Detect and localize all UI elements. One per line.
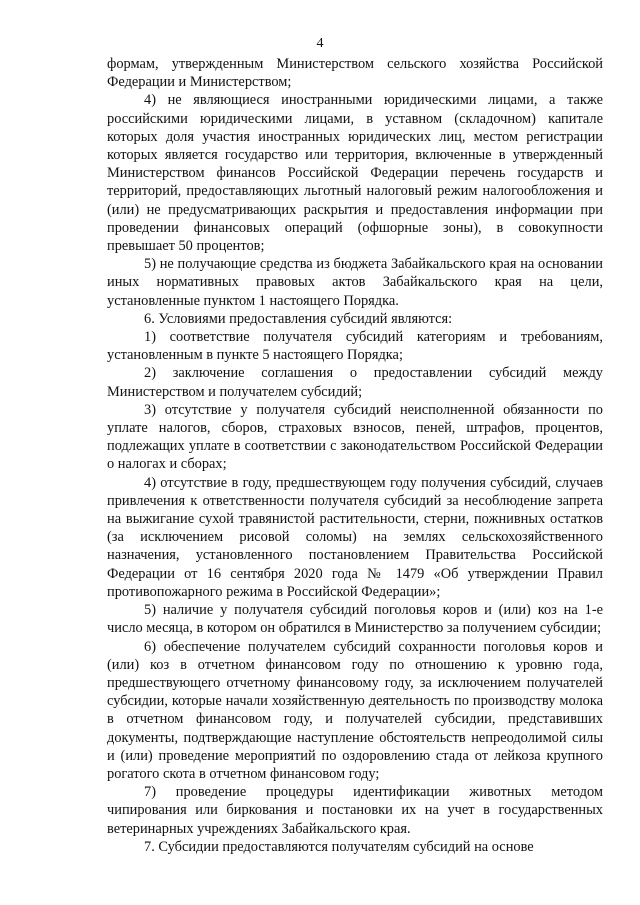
paragraph-item-4-foreign-entities: 4) не являющиеся иностранными юридическими лицами, а также российскими юридическими лицами, в уставном (складочном) капитале которых доля участия иностранных юридических лиц, местом регистрации которых является государство или территория, включенные в утвержденный Министерством финансов Российской Федерации перечень государств и территорий, предоставляющих льготный налоговый режим налогообложения и (или) не предусматривающих раскрытия и предоставления информации при проведении финансовых операций (офшорные зоны), в совокупности превышает 50 процентов;	[107, 92, 603, 255]
paragraph-section-6-heading: 6. Условиями предоставления субсидий являются:	[144, 310, 453, 327]
paragraph-condition-7: 7) проведение процедуры идентификации животных методом чипирования или биркования и постановки их на учет в государственных ветеринарных учреждениях Забайкальского края.	[107, 784, 603, 837]
paragraph-condition-1: 1) соответствие получателя субсидий категориям и требованиям, установленным в пункте 5 настоящего Порядка;	[107, 329, 603, 364]
document-body	[107, 55, 603, 856]
paragraph-condition-5: 5) наличие у получателя субсидий поголовья коров и (или) коз на 1-е число месяца, в котором он обратился в Министерство за получением субсидии;	[107, 602, 603, 637]
paragraph-continuation: формам, утвержденным Министерством сельского хозяйства Российской Федерации и Министерством;	[107, 56, 603, 91]
paragraph-condition-4: 4) отсутствие в году, предшествующем году получения субсидий, случаев привлечения к ответственности получателя субсидий за несоблюдение запрета на выжигание сухой травянистой растительности, стерни, пожнивных остатков (за исключением рисовой соломы) на землях сельскохозяйственного назначения, установленного постановлением Правительства Российской Федерации от 16 сентября 2020 года № 1479 «Об утверждении Правил противопожарного режима в Российской Федерации»;	[107, 474, 603, 600]
paragraph-section-7: 7. Субсидии предоставляются получателям субсидий на основе	[144, 838, 534, 855]
page-number: 4	[316, 36, 324, 51]
paragraph-condition-2: 2) заключение соглашения о предоставлении субсидий между Министерством и получателем субсидий;	[107, 365, 603, 400]
paragraph-condition-6: 6) обеспечение получателем субсидий сохранности поголовья коров и (или) коз в отчетном финансовом году по отношению к уровню года, предшествующего отчетному финансовому году, за исключением получателей субсидии, которые начали хозяйственную деятельность по производству молока в отчетном финансовом году, и получателей субсидии, представивших документы, подтверждающие наступление обстоятельств непреодолимой силы и (или) проведение мероприятий по оздоровлению стада от лейкоза крупного рогатого скота в отчетном финансовом году;	[107, 638, 603, 782]
paragraph-item-5-budget-funds: 5) не получающие средства из бюджета Забайкальского края на основании иных нормативных правовых актов Забайкальского края на цели, установленные пунктом 1 настоящего Порядка.	[107, 256, 603, 309]
paragraph-condition-3: 3) отсутствие у получателя субсидий неисполненной обязанности по уплате налогов, сборов, страховых взносов, пеней, штрафов, процентов, подлежащих уплате в соответствии с законодательством Российской Федерации о налогах и сборах;	[107, 401, 603, 473]
